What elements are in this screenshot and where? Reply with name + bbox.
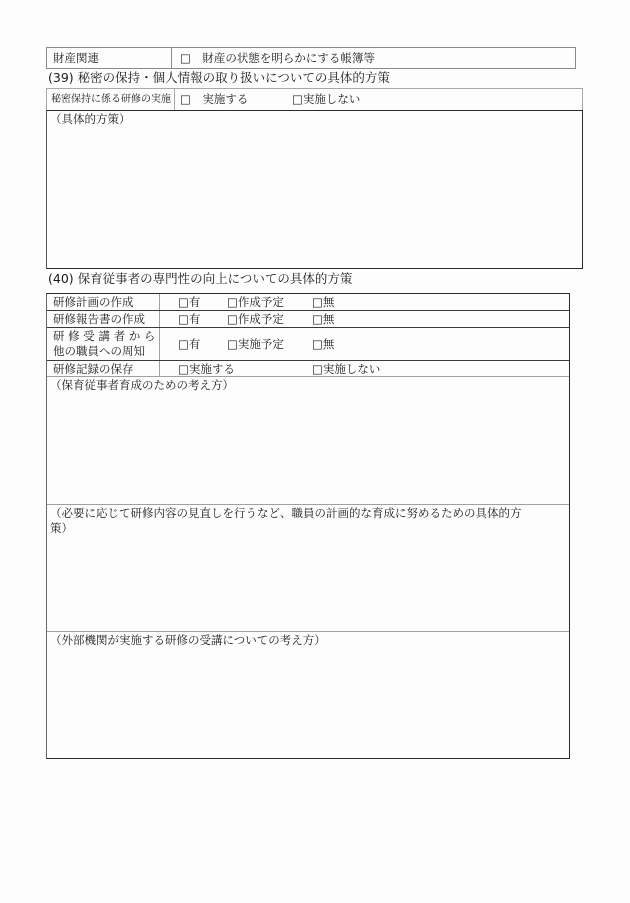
staff-development-approach-field[interactable] [47, 377, 569, 504]
row-divider [47, 310, 569, 311]
staff-sharing-label-line2: 他の職員への周知 [53, 344, 145, 358]
professional-development-table [46, 293, 570, 759]
confidentiality-measures-field[interactable] [46, 110, 583, 269]
asset-row-label: 財産関連 [53, 51, 99, 65]
training-implement-checkbox[interactable]: □ 実施する [180, 92, 249, 106]
asset-ledger-checkbox[interactable]: □ 財産の状態を明らかにする帳簿等 [180, 51, 375, 65]
section-39-heading: (39) 秘密の保持・個人情報の取り扱いについての具体的方策 [48, 70, 390, 85]
column-divider [174, 89, 175, 110]
staff-sharing-label-line1: 研 修 受 講 者 か ら [53, 329, 156, 343]
external-training-approach-field[interactable] [47, 632, 569, 758]
asset-record-row [46, 47, 576, 69]
external-training-label: （外部機関が実施する研修の受講についての考え方） [50, 633, 326, 647]
training-review-label-line2: 策） [50, 521, 73, 535]
staff-sharing-yes-checkbox[interactable]: □有 [178, 337, 201, 351]
training-not-implement-checkbox[interactable]: □実施しない [292, 92, 361, 106]
row-divider [47, 327, 569, 328]
staff-sharing-planned-checkbox[interactable]: □実施予定 [227, 337, 284, 351]
training-report-no-checkbox[interactable]: □無 [312, 312, 335, 326]
confidentiality-training-row [46, 88, 583, 110]
training-plan-yes-checkbox[interactable]: □有 [178, 295, 201, 309]
confidentiality-training-label: 秘密保持に係る研修の実施 [51, 94, 171, 105]
staff-sharing-no-checkbox[interactable]: □無 [312, 337, 335, 351]
training-review-label-line1: （必要に応じて研修内容の見直しを行うなど、職員の計画的な育成に努めるための具体的方 [50, 506, 522, 520]
training-record-yes-checkbox[interactable]: □実施する [178, 362, 235, 376]
row-divider [47, 360, 569, 361]
training-report-yes-checkbox[interactable]: □有 [178, 312, 201, 326]
training-report-label: 研修報告書の作成 [53, 312, 145, 326]
column-divider [159, 294, 160, 376]
training-report-planned-checkbox[interactable]: □作成予定 [227, 312, 284, 326]
training-record-label: 研修記録の保存 [53, 362, 134, 376]
training-plan-planned-checkbox[interactable]: □作成予定 [227, 295, 284, 309]
training-record-no-checkbox[interactable]: □実施しない [312, 362, 381, 376]
staff-development-approach-label: （保育従事者育成のための考え方） [50, 378, 234, 392]
section-40-heading: (40) 保育従事者の専門性の向上についての具体的方策 [48, 271, 353, 286]
training-plan-no-checkbox[interactable]: □無 [312, 295, 335, 309]
training-plan-label: 研修計画の作成 [53, 295, 134, 309]
training-review-measures-field[interactable] [47, 505, 569, 631]
measures-field-label: （具体的方策） [50, 112, 131, 126]
column-divider [171, 48, 172, 68]
